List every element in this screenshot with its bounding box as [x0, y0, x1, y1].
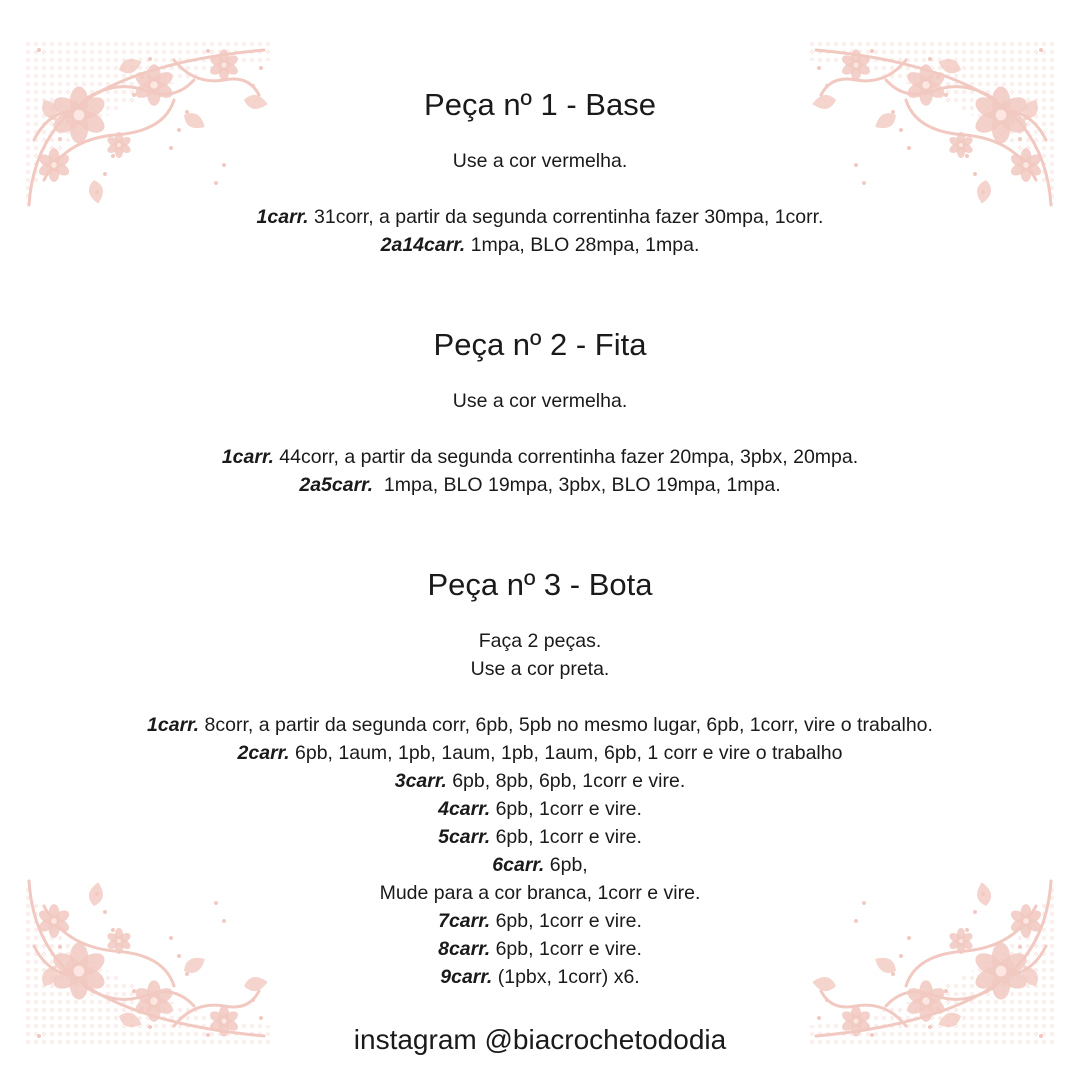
piece1-row: 2a14carr. 1mpa, BLO 28mpa, 1mpa. — [380, 234, 700, 256]
piece3-quantity-note: Faça 2 peças. — [478, 630, 602, 652]
piece3-row: 9carr. (1pbx, 1corr) x6. — [440, 966, 640, 988]
piece1-title: Peça nº 1 - Base — [424, 87, 656, 122]
piece2-color-note: Use a cor vermelha. — [452, 390, 628, 412]
piece1-section — [0, 85, 1080, 259]
piece2-section — [0, 325, 1080, 499]
piece2-row: 1carr. 44corr, a partir da segunda correntinha fazer 20mpa, 3pbx, 20mpa. — [221, 446, 859, 468]
piece3-section — [0, 565, 1080, 991]
piece2-row: 2a5carr. 1mpa, BLO 19mpa, 3pbx, BLO 19mpa, 1mpa. — [299, 474, 781, 496]
piece3-row: 2carr. 6pb, 1aum, 1pb, 1aum, 1pb, 1aum, 6pb, 1 corr e vire o trabalho — [237, 742, 843, 764]
piece1-row: 1carr. 31corr, a partir da segunda correntinha fazer 30mpa, 1corr. — [256, 206, 824, 228]
piece3-row: 3carr. 6pb, 8pb, 6pb, 1corr e vire. — [394, 770, 686, 792]
piece3-color-note: Use a cor preta. — [470, 658, 610, 680]
piece2-title: Peça nº 2 - Fita — [433, 327, 647, 362]
piece3-title: Peça nº 3 - Bota — [427, 567, 653, 602]
piece3-row: 5carr. 6pb, 1corr e vire. — [438, 826, 642, 848]
piece3-row: 7carr. 6pb, 1corr e vire. — [438, 910, 642, 932]
piece1-color-note: Use a cor vermelha. — [452, 150, 628, 172]
instagram-footer: instagram @biacrochetododia — [353, 1024, 727, 1055]
piece3-row: 4carr. 6pb, 1corr e vire. — [438, 798, 642, 820]
piece3-row: 6carr. 6pb, — [492, 854, 588, 876]
piece3-row: 8carr. 6pb, 1corr e vire. — [438, 938, 642, 960]
piece3-row: Mude para a cor branca, 1corr e vire. — [379, 882, 701, 904]
piece3-row: 1carr. 8corr, a partir da segunda corr, 6pb, 5pb no mesmo lugar, 6pb, 1corr, vire o trabalho. — [147, 714, 933, 736]
